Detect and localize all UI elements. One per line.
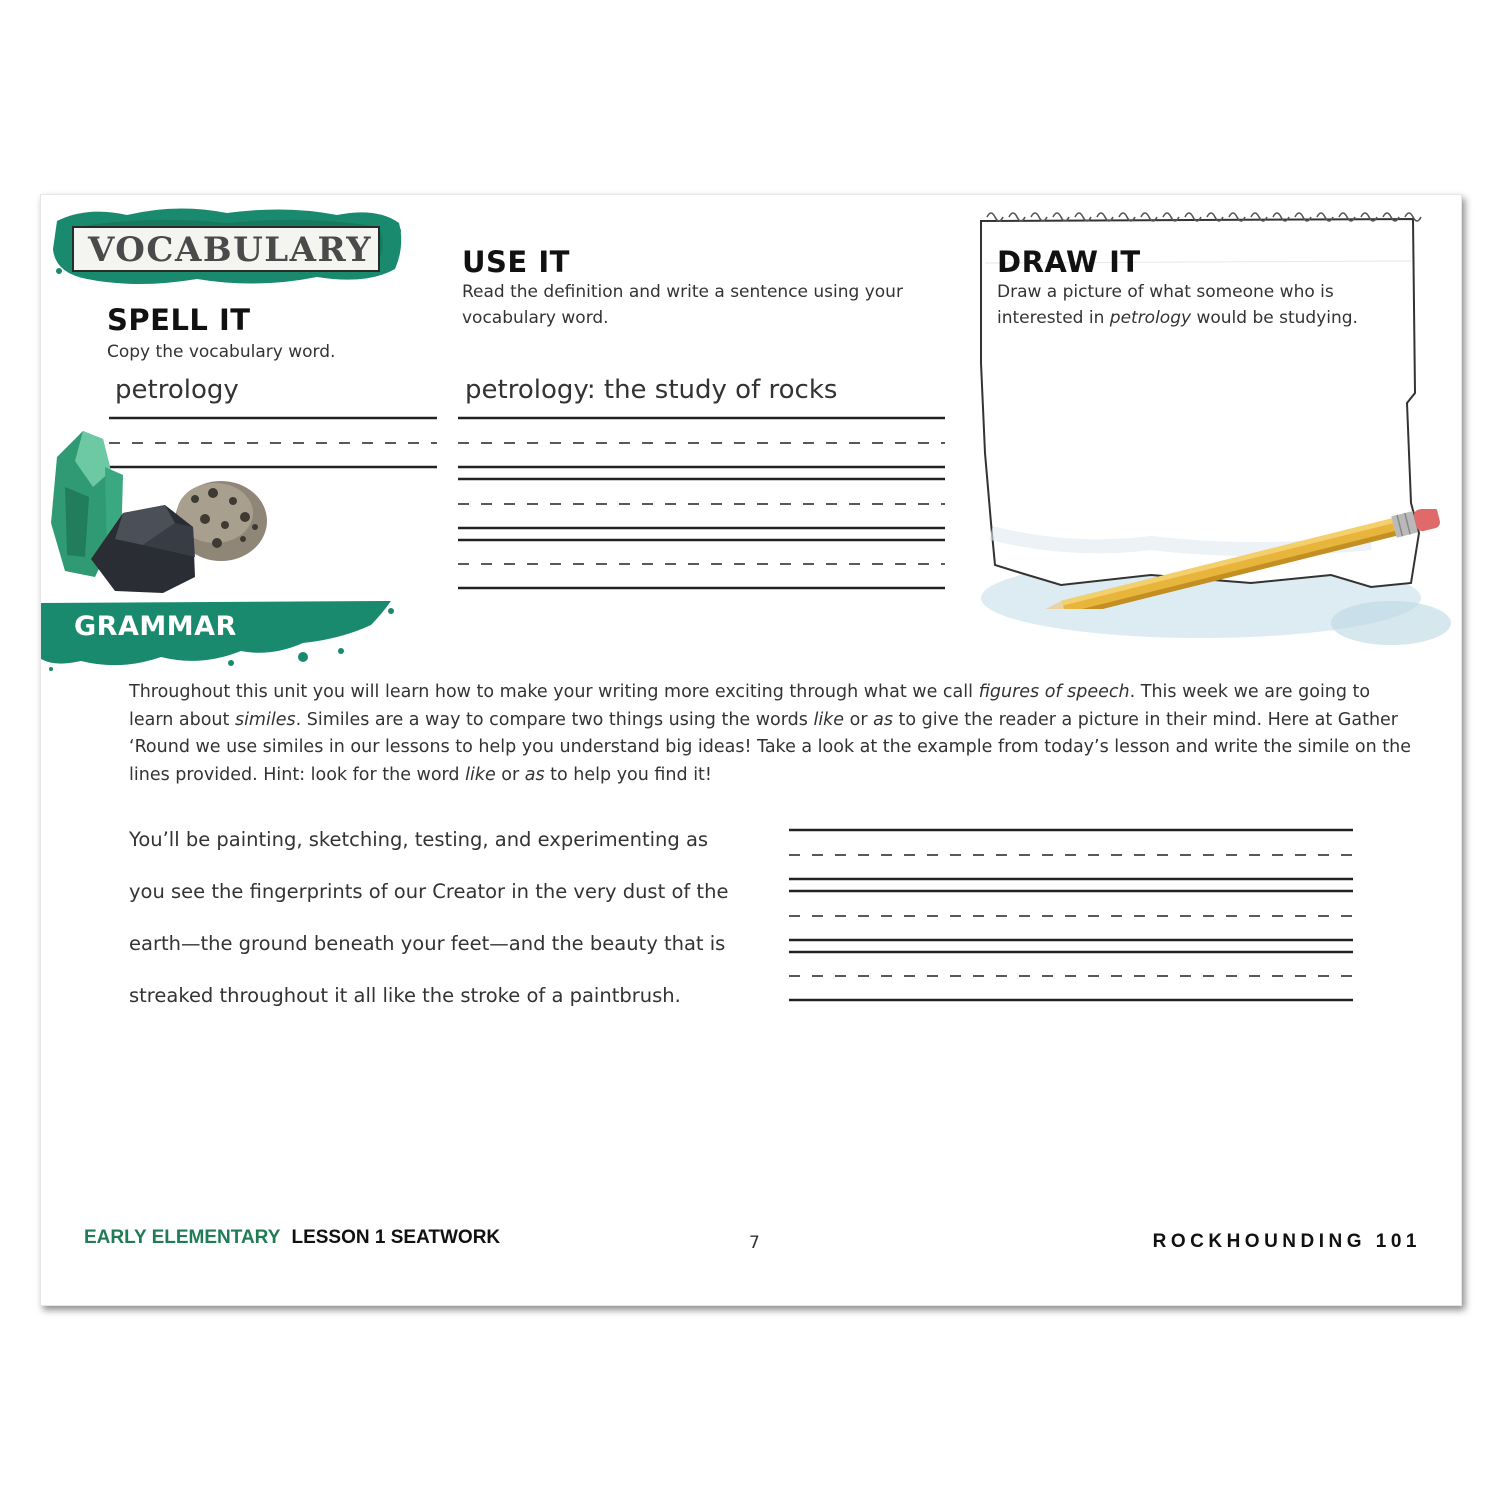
use-it-heading: USE IT: [462, 245, 570, 279]
spell-it-heading: SPELL IT: [107, 303, 251, 337]
use-it-instruction-line2: vocabulary word.: [462, 308, 609, 328]
draw-it-instruction-line1: Draw a picture of what someone who is: [997, 282, 1334, 302]
footer-lesson-label: [84, 1227, 500, 1249]
simile-writing-lines[interactable]: [789, 827, 1355, 1005]
book-title: ROCKHOUNDING 101: [1152, 1231, 1421, 1252]
worksheet-page: [40, 194, 1462, 1306]
page-number: 7: [749, 1233, 760, 1253]
grammar-paragraph: Throughout this unit you will learn how to make your writing more exciting through what we call figures of speech. This week we are going to learn about similes. Similes are a way to compare two things using the words like or as to give the reader a picture in their mind. Here at Gather ‘Round we use similes in our lessons to help you understand big ideas! Take a look at the example from today’s lesson and write the simile on the lines provided. Hint: look for the word like or as to help you find it!: [129, 682, 1411, 785]
footer-lesson: LESSON 1 SEATWORK: [291, 1227, 501, 1248]
use-it-instruction-line1: Read the definition and write a sentence using your: [462, 282, 903, 302]
simile-quote-line: streaked throughout it all like the stroke of a paintbrush.: [129, 984, 681, 1007]
draw-it-heading: DRAW IT: [997, 245, 1141, 279]
simile-quote-line: You’ll be painting, sketching, testing, and experimenting as: [129, 828, 709, 851]
simile-quote-line: you see the fingerprints of our Creator in the very dust of the: [129, 880, 729, 903]
vocabulary-label: VOCABULARY: [88, 230, 372, 270]
simile-quote-line: earth—the ground beneath your feet—and the beauty that is: [129, 932, 726, 955]
rocks-illustration: [45, 427, 275, 597]
pencil-illustration: [1007, 509, 1462, 609]
footer-level: EARLY ELEMENTARY: [84, 1227, 281, 1248]
use-it-definition: petrology: the study of rocks: [465, 375, 838, 405]
grammar-label: GRAMMAR: [74, 611, 237, 642]
draw-it-instruction-line2: interested in petrology would be studying.: [997, 308, 1358, 328]
spell-it-word: petrology: [115, 375, 239, 405]
use-it-writing-lines[interactable]: [458, 415, 948, 591]
spell-it-instruction: Copy the vocabulary word.: [107, 342, 336, 362]
